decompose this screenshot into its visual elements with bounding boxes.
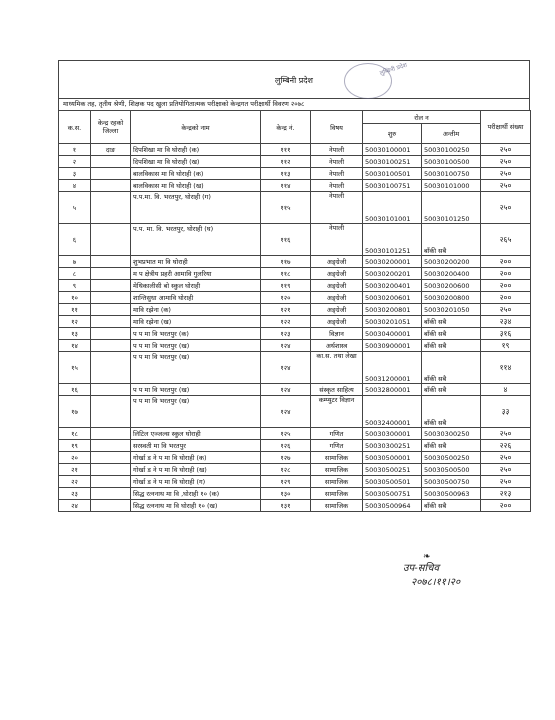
table-row [59, 384, 531, 396]
district-cell [91, 340, 131, 352]
roll-from-cell: 50030100501 [363, 168, 422, 180]
district-cell [91, 396, 131, 428]
center-name-cell: शुभप्रभात मा वि घोराही [131, 256, 261, 268]
roll-to-cell: बाँकी सबै [422, 500, 481, 512]
center-code-cell: ११५ [261, 192, 311, 224]
table-row [59, 304, 531, 316]
subject-cell: संस्कृत साहित्य [311, 384, 363, 396]
count-cell: २५० [481, 144, 531, 156]
count-cell: २५० [481, 476, 531, 488]
roll-to-cell: 50030200800 [422, 292, 481, 304]
table-row [59, 192, 531, 224]
count-cell: २०० [481, 280, 531, 292]
roll-from-cell: 50030200601 [363, 292, 422, 304]
serial-cell: २२ [59, 476, 91, 488]
roll-to-cell: 50030500750 [422, 476, 481, 488]
table-row [59, 488, 531, 500]
center-name-cell: मावि रझेना (ख) [131, 316, 261, 328]
subject-cell: सामाजिक [311, 488, 363, 500]
center-code-cell: १२४ [261, 352, 311, 384]
district-cell [91, 156, 131, 168]
district-cell [91, 268, 131, 280]
roll-to-cell: बाँकी सबै [422, 440, 481, 452]
count-cell: २०० [481, 292, 531, 304]
roll-from-cell: 50030500751 [363, 488, 422, 500]
count-cell: २५० [481, 156, 531, 168]
center-name-cell: दिपशिखा मा वि घोराही (क) [131, 144, 261, 156]
serial-cell: १५ [59, 352, 91, 384]
district-cell [91, 224, 131, 256]
district-cell [91, 304, 131, 316]
center-name-cell: प प मा वि भरतपुर (ख) [131, 396, 261, 428]
table-row [59, 292, 531, 304]
roll-to-cell: 50030200600 [422, 280, 481, 292]
col-center-name: केन्द्रको नाम [131, 111, 261, 144]
serial-cell: १३ [59, 328, 91, 340]
col-center-no: केन्द्र नं. [261, 111, 311, 144]
roll-from-cell: 50032400001 [363, 396, 422, 428]
roll-to-cell: 50030500963 [422, 488, 481, 500]
district-cell [91, 384, 131, 396]
col-roll: रोल न [363, 111, 481, 124]
count-cell: ११४ [481, 352, 531, 384]
count-cell: ३३ [481, 396, 531, 428]
count-cell: २१३ [481, 488, 531, 500]
table-row [59, 316, 531, 328]
subject-cell: नेपाली [311, 144, 363, 156]
roll-from-cell: 50030200401 [363, 280, 422, 292]
subject-cell: अङ्ग्रेजी [311, 280, 363, 292]
table-row [59, 144, 531, 156]
center-name-cell: सरस्वती मा वि भरतपुर [131, 440, 261, 452]
count-cell: २५० [481, 192, 531, 224]
center-code-cell: ११९ [261, 280, 311, 292]
serial-cell: १९ [59, 440, 91, 452]
subject-cell: अङ्ग्रेजी [311, 256, 363, 268]
center-code-cell: १३१ [261, 500, 311, 512]
subject-cell: सामाजिक [311, 452, 363, 464]
count-cell: ३१६ [481, 328, 531, 340]
subject-cell: का.स. तथा लेखा [311, 352, 363, 384]
center-code-cell: ११२ [261, 156, 311, 168]
center-name-cell: बालविकास मा वि घोराही (क) [131, 168, 261, 180]
center-code-cell: १२१ [261, 304, 311, 316]
center-code-cell: १२३ [261, 328, 311, 340]
col-roll-to: अन्तीम [422, 124, 481, 144]
roll-from-cell: 50032800001 [363, 384, 422, 396]
roll-from-cell: 50030300001 [363, 428, 422, 440]
count-cell: २५० [481, 180, 531, 192]
signature-mark: ❧ [423, 552, 431, 562]
subject-cell: कम्प्युटर विज्ञान [311, 396, 363, 428]
center-name-cell: सिद्ध रत्ननाथ मा वि घोराही १० (ख) [131, 500, 261, 512]
district-cell: दाङ [91, 144, 131, 156]
roll-to-cell: 50030100250 [422, 144, 481, 156]
count-cell: २०० [481, 500, 531, 512]
roll-from-cell: 50030101001 [363, 192, 422, 224]
center-name-cell: प प मा वि भरतपुर (क) [131, 328, 261, 340]
center-code-cell: ११३ [261, 168, 311, 180]
center-name-cell: मावि रझेना (क) [131, 304, 261, 316]
table-row [59, 156, 531, 168]
count-cell: २०० [481, 268, 531, 280]
center-name-cell: गोर्खा ड ने प मा वि घोराही (क) [131, 452, 261, 464]
center-name-cell: सिद्ध रत्ननाथ मा वि ,घोराही १० (क) [131, 488, 261, 500]
center-name-cell: शान्तिसुधा आमावि घोराही [131, 292, 261, 304]
subject-cell: अर्थशास्त्र [311, 340, 363, 352]
col-serial: क.स. [59, 111, 91, 144]
table-row [59, 180, 531, 192]
roll-to-cell: बाँकी सबै [422, 384, 481, 396]
district-cell [91, 464, 131, 476]
col-roll-from: शुरु [363, 124, 422, 144]
center-code-cell: १२८ [261, 464, 311, 476]
serial-cell: २० [59, 452, 91, 464]
district-cell [91, 452, 131, 464]
roll-from-cell: 50030200001 [363, 256, 422, 268]
count-cell: २६५ [481, 224, 531, 256]
district-cell [91, 180, 131, 192]
center-name-cell: मेथिकालीसी बो स्कुल घोराही [131, 280, 261, 292]
center-code-cell: ११६ [261, 224, 311, 256]
signature-title: उप-सचिव [403, 563, 440, 574]
center-name-cell: दिपशिखा मा वि घोराही (ख) [131, 156, 261, 168]
subject-cell: नेपाली [311, 192, 363, 224]
candidate-table [58, 110, 531, 512]
roll-from-cell: 50031200001 [363, 352, 422, 384]
signature-date: २०७८।११।२० [411, 577, 461, 588]
subject-cell: अङ्ग्रेजी [311, 292, 363, 304]
center-name-cell: गोर्खा ड ने प मा वि घोराही (ख) [131, 464, 261, 476]
table-row [59, 428, 531, 440]
subject-cell: सामाजिक [311, 476, 363, 488]
roll-from-cell: 50030100751 [363, 180, 422, 192]
col-count: परीक्षार्थी संख्या [481, 111, 531, 144]
district-cell [91, 488, 131, 500]
center-code-cell: १२४ [261, 384, 311, 396]
subject-cell: नेपाली [311, 168, 363, 180]
table-row [59, 280, 531, 292]
table-row [59, 452, 531, 464]
roll-to-cell: 50030100500 [422, 156, 481, 168]
document-subtitle: माध्यमिक तह, तृतीय श्रेणी, शिक्षक पद खुला प्रतियोगितात्मक परीक्षाको केन्द्रगत परीक्षार्थी विवरण २०७८ [58, 98, 530, 110]
table-row [59, 352, 531, 384]
roll-from-cell: 50030200201 [363, 268, 422, 280]
serial-cell: ६ [59, 224, 91, 256]
roll-to-cell: बाँकी सबै [422, 224, 481, 256]
district-cell [91, 256, 131, 268]
center-name-cell: प.प.मा. वि. भरतपुर, घोराही (ग) [131, 192, 261, 224]
district-cell [91, 428, 131, 440]
col-district: केन्द्र रहको जिल्ला [91, 111, 131, 144]
table-row [59, 268, 531, 280]
serial-cell: ११ [59, 304, 91, 316]
center-name-cell: प प मा वि भरतपुर (ख) [131, 352, 261, 384]
roll-from-cell: 50030101251 [363, 224, 422, 256]
center-code-cell: १३० [261, 488, 311, 500]
col-subject: विषय [311, 111, 363, 144]
subject-cell: अङ्ग्रेजी [311, 268, 363, 280]
serial-cell: ७ [59, 256, 91, 268]
district-cell [91, 192, 131, 224]
count-cell: २५० [481, 168, 531, 180]
subject-cell: गणित [311, 428, 363, 440]
roll-to-cell: 50030201050 [422, 304, 481, 316]
serial-cell: १२ [59, 316, 91, 328]
count-cell: ४ [481, 384, 531, 396]
province-title: लुम्बिनी प्रदेश [275, 76, 313, 85]
roll-from-cell: 50030500001 [363, 452, 422, 464]
count-cell: २५० [481, 452, 531, 464]
serial-cell: १६ [59, 384, 91, 396]
serial-cell: २४ [59, 500, 91, 512]
subject-cell: नेपाली [311, 156, 363, 168]
count-cell: २५० [481, 304, 531, 316]
district-cell [91, 292, 131, 304]
roll-to-cell: 50030500250 [422, 452, 481, 464]
roll-from-cell: 50030900001 [363, 340, 422, 352]
center-code-cell: १२५ [261, 428, 311, 440]
roll-to-cell: बाँकी सबै [422, 340, 481, 352]
district-cell [91, 440, 131, 452]
subject-cell: गणित [311, 440, 363, 452]
seal-text: लुम्बिनी प्रदेश [378, 61, 409, 78]
serial-cell: १७ [59, 396, 91, 428]
roll-to-cell: 50030200400 [422, 268, 481, 280]
roll-from-cell: 50030300251 [363, 440, 422, 452]
table-row [59, 256, 531, 268]
subject-cell: नेपाली [311, 224, 363, 256]
roll-to-cell: बाँकी सबै [422, 328, 481, 340]
serial-cell: १८ [59, 428, 91, 440]
table-row [59, 168, 531, 180]
header-box [58, 60, 530, 98]
center-code-cell: १२९ [261, 476, 311, 488]
center-code-cell: ११४ [261, 180, 311, 192]
table-row [59, 224, 531, 256]
serial-cell: २१ [59, 464, 91, 476]
serial-cell: ४ [59, 180, 91, 192]
roll-to-cell: 50030101250 [422, 192, 481, 224]
count-cell: २५० [481, 464, 531, 476]
signature-block [395, 552, 515, 592]
count-cell: २०० [481, 256, 531, 268]
center-code-cell: १२४ [261, 340, 311, 352]
serial-cell: १० [59, 292, 91, 304]
subject-cell: नेपाली [311, 180, 363, 192]
roll-from-cell: 50030500251 [363, 464, 422, 476]
subject-cell: अङ्ग्रेजी [311, 304, 363, 316]
center-code-cell: ११७ [261, 256, 311, 268]
roll-to-cell: बाँकी सबै [422, 396, 481, 428]
center-code-cell: १२७ [261, 452, 311, 464]
center-code-cell: १२२ [261, 316, 311, 328]
count-cell: २२६ [481, 440, 531, 452]
center-code-cell: १२६ [261, 440, 311, 452]
district-cell [91, 500, 131, 512]
roll-to-cell: 50030500500 [422, 464, 481, 476]
district-cell [91, 280, 131, 292]
serial-cell: १ [59, 144, 91, 156]
roll-to-cell: 50030300250 [422, 428, 481, 440]
center-code-cell: १२० [261, 292, 311, 304]
table-row [59, 440, 531, 452]
district-cell [91, 352, 131, 384]
count-cell: १९ [481, 340, 531, 352]
table-row [59, 476, 531, 488]
center-name-cell: लिटिल एञ्जल्स स्कुल घोराही [131, 428, 261, 440]
center-code-cell: १२४ [261, 396, 311, 428]
serial-cell: २३ [59, 488, 91, 500]
serial-cell: २ [59, 156, 91, 168]
table-row [59, 500, 531, 512]
center-code-cell: ११८ [261, 268, 311, 280]
serial-cell: ५ [59, 192, 91, 224]
serial-cell: ३ [59, 168, 91, 180]
district-cell [91, 316, 131, 328]
table-row [59, 328, 531, 340]
roll-from-cell: 50030500964 [363, 500, 422, 512]
center-name-cell: प प मा वि भरतपुर (ख) [131, 340, 261, 352]
roll-from-cell: 50030200801 [363, 304, 422, 316]
subject-cell: अङ्ग्रेजी [311, 316, 363, 328]
center-name-cell: बालविकास मा वि घोराही (ख) [131, 180, 261, 192]
count-cell: २५० [481, 428, 531, 440]
roll-from-cell: 50030201051 [363, 316, 422, 328]
center-name-cell: गोर्खा ड ने प मा वि घोराही (ग) [131, 476, 261, 488]
serial-cell: ९ [59, 280, 91, 292]
center-code-cell: १११ [261, 144, 311, 156]
roll-to-cell: 50030101000 [422, 180, 481, 192]
center-name-cell: प प मा वि भरतपुर (ख) [131, 384, 261, 396]
roll-to-cell: बाँकी सबै [422, 352, 481, 384]
roll-from-cell: 50030400001 [363, 328, 422, 340]
document-sheet [58, 60, 530, 512]
serial-cell: ८ [59, 268, 91, 280]
subject-cell: विज्ञान [311, 328, 363, 340]
district-cell [91, 476, 131, 488]
center-name-cell: म प क्षेत्रीय प्रहरी आमावि गुलरिया [131, 268, 261, 280]
roll-to-cell: बाँकी सबै [422, 316, 481, 328]
roll-from-cell: 50030100001 [363, 144, 422, 156]
roll-from-cell: 50030100251 [363, 156, 422, 168]
table-row [59, 464, 531, 476]
count-cell: २३४ [481, 316, 531, 328]
subject-cell: सामाजिक [311, 500, 363, 512]
serial-cell: १४ [59, 340, 91, 352]
district-cell [91, 168, 131, 180]
roll-from-cell: 50030500501 [363, 476, 422, 488]
subject-cell: सामाजिक [311, 464, 363, 476]
roll-to-cell: 50030200200 [422, 256, 481, 268]
table-row [59, 340, 531, 352]
roll-to-cell: 50030100750 [422, 168, 481, 180]
district-cell [91, 328, 131, 340]
table-row [59, 396, 531, 428]
center-name-cell: प.प. मा. वि. भरतपुर, घोराही (घ) [131, 224, 261, 256]
